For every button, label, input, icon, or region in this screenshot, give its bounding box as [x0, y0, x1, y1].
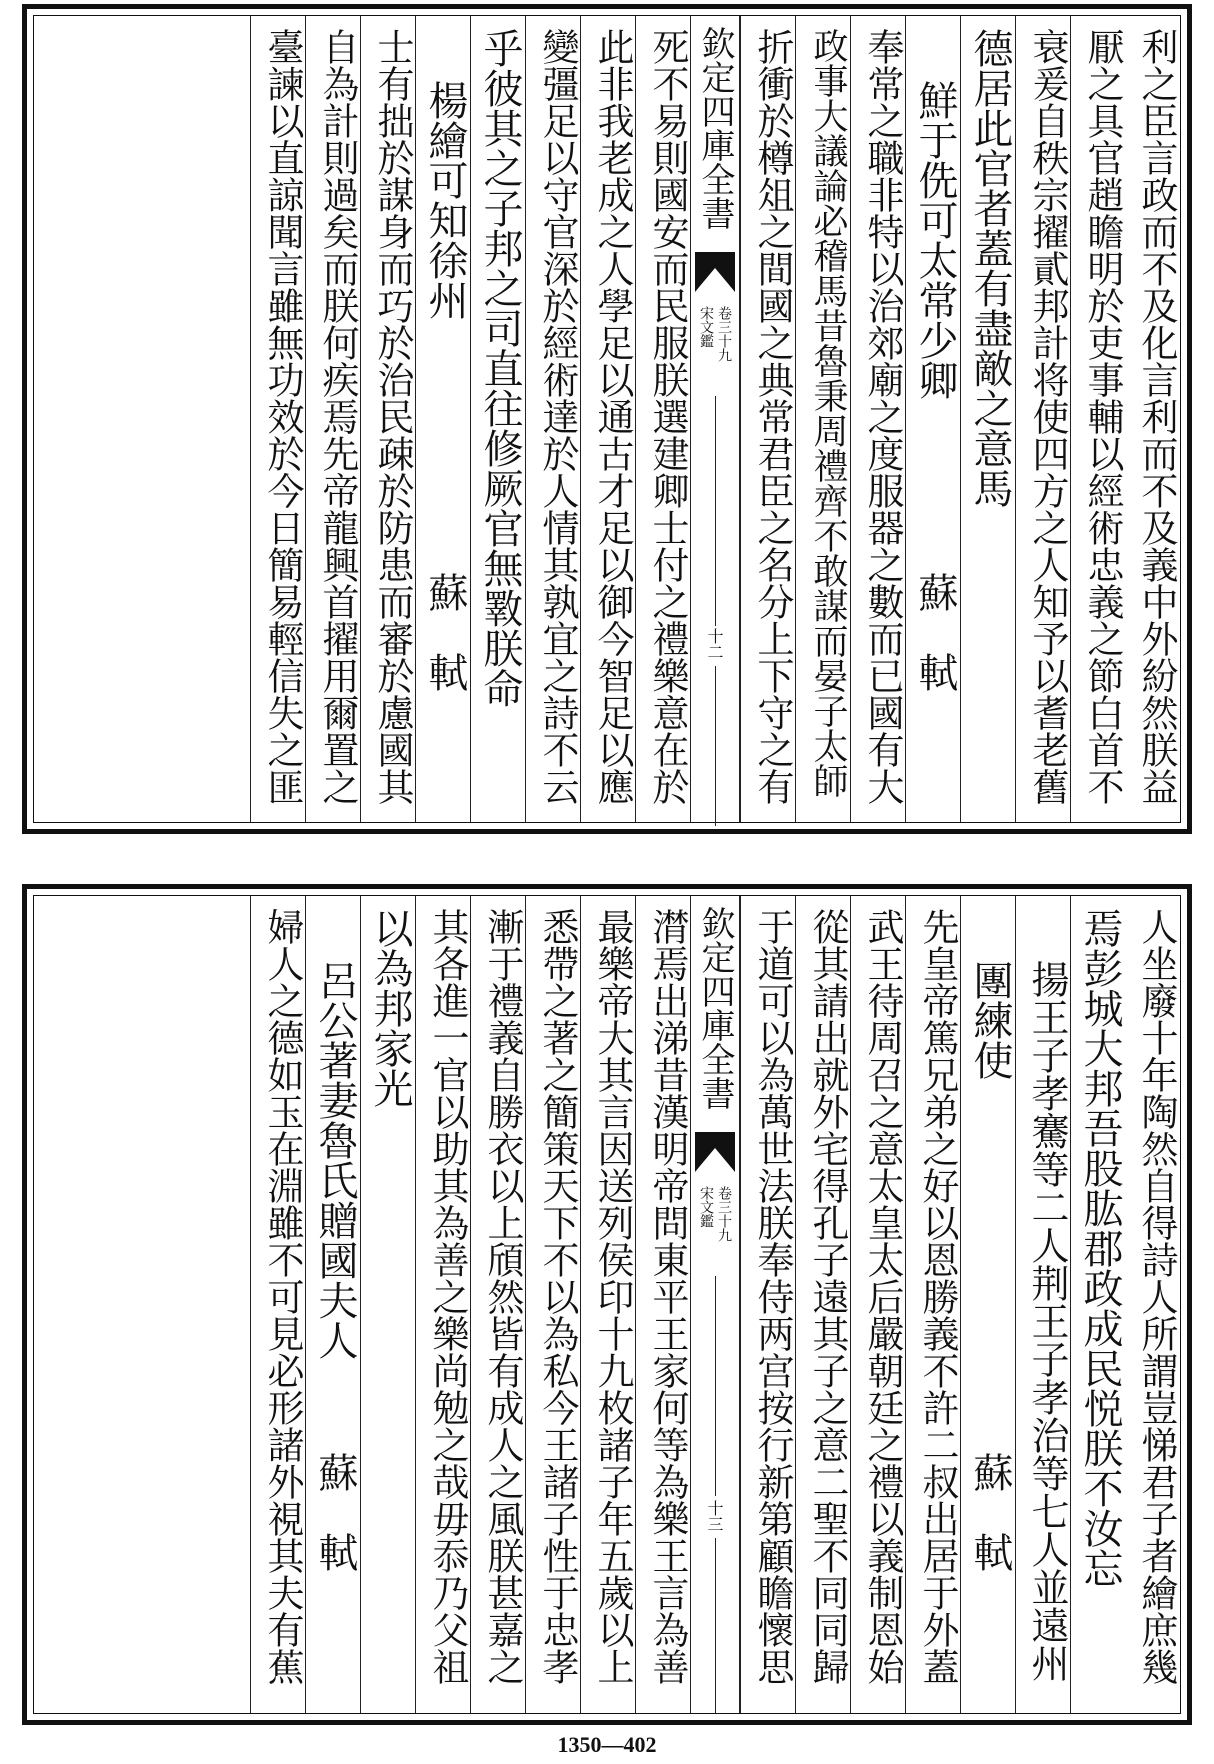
author-signature: 蘇 軾 [912, 572, 958, 692]
column-text: 從其請出就外宅得孔子遠其子之意二聖不同同歸 [806, 908, 849, 1685]
center-fold [690, 896, 740, 1713]
fold-rule [715, 1276, 716, 1496]
text-column [470, 16, 525, 822]
text-column [250, 16, 305, 822]
page-number: 十三 [705, 1500, 724, 1532]
text-column [740, 896, 795, 1713]
text-column [1070, 896, 1125, 1713]
column-text: 潸焉出涕昔漢明帝問東平王家何等為樂王言為善 [646, 908, 689, 1685]
volume-label: 卷三十九 [716, 306, 732, 362]
column-text: 漸于禮義自勝衣以上頎然皆有成人之風朕甚嘉之 [481, 908, 524, 1685]
text-column [470, 896, 525, 1713]
text-column [250, 896, 305, 1713]
text-column [740, 16, 795, 822]
text-column [905, 896, 960, 1713]
column-text: 臺諫以直諒聞言雖無功效於今日簡易輕信失之匪 [261, 28, 304, 805]
column-text: 此非我老成之人學足以通古才足以御今智足以應 [591, 28, 634, 805]
column-text: 武王待周召之意太皇太后嚴朝廷之禮以義制恩始 [861, 908, 904, 1685]
column-text: 德居此官者蓋有盡敵之意馬 [967, 28, 1013, 508]
top-page [22, 4, 1192, 834]
text-column [960, 896, 1015, 1713]
edict-heading: 鮮于侁可太常少卿 [912, 80, 958, 400]
text-column [960, 16, 1015, 822]
text-column [580, 896, 635, 1713]
column-text: 以為邦家光 [367, 908, 413, 1108]
fishtail-mark-icon [695, 252, 735, 292]
center-fold [690, 16, 740, 822]
text-column [360, 16, 415, 822]
author-signature: 蘇 軾 [967, 1452, 1013, 1572]
column-text: 政事大議論必稽馬昔魯秉周禮齊不敢謀而晏子太師 [808, 28, 848, 798]
text-column [905, 16, 960, 822]
text-column [305, 16, 360, 822]
column-text: 最樂帝大其言因送列侯印十九枚諸子年五歲以上 [591, 908, 634, 1685]
fold-rule [715, 1538, 716, 1713]
column-text: 人坐廢十年陶然自得詩人所謂豈悌君子者繪庶幾 [1135, 908, 1178, 1685]
text-column [850, 896, 905, 1713]
text-column [415, 16, 470, 822]
column-text: 厭之具官趙瞻明於吏事輔以經術忠義之節白首不 [1081, 28, 1124, 805]
column-text: 利之臣言政而不及化言利而不及義中外紛然朕益 [1135, 28, 1178, 805]
book-title: 宋文鑑 [698, 1186, 714, 1228]
column-text: 折衝於樽俎之間國之典常君臣之名分上下守之有 [751, 28, 794, 805]
column-text: 衰爰自秩宗擢貳邦計将使四方之人知予以耆老舊 [1026, 28, 1069, 805]
book-title: 宋文鑑 [698, 306, 714, 348]
text-column [1070, 16, 1125, 822]
column-text: 其各進一官以助其為善之樂尚勉之哉毋忝乃父祖 [426, 908, 469, 1685]
column-text: 變彊足以守官深於經術達於人情其孰宜之詩不云 [536, 28, 579, 805]
text-column [1015, 896, 1070, 1713]
text-column [525, 16, 580, 822]
edict-heading: 揚王子孝騫等二人荆王子孝治等七人並遠州 [1025, 960, 1069, 1682]
text-column [635, 16, 690, 822]
edict-heading: 呂公著妻魯氏贈國夫人 [312, 960, 358, 1360]
collection-title: 欽定四庫全書 [695, 26, 735, 230]
text-column [1015, 16, 1070, 822]
text-column [850, 16, 905, 822]
text-column [360, 896, 415, 1713]
page-number: 十二 [705, 628, 724, 660]
fold-rule [715, 396, 716, 626]
column-text: 焉彭城大邦吾股肱郡政成民悦朕不汝忘 [1077, 908, 1123, 1588]
column-text: 奉常之職非特以治郊廟之度服器之數而已國有大 [861, 28, 904, 805]
column-text: 先皇帝篤兄弟之好以恩勝義不許二叔出居于外蓋 [916, 908, 959, 1685]
text-column [795, 896, 850, 1713]
fishtail-mark-icon [695, 1132, 735, 1172]
column-text: 悉帶之著之簡策天下不以為私今王諸子性于忠孝 [536, 908, 579, 1685]
edict-heading: 團練使 [967, 960, 1013, 1080]
column-text: 乎彼其之子邦之司直往修厥官無斁朕命 [477, 28, 523, 708]
text-column [795, 16, 850, 822]
text-column [415, 896, 470, 1713]
column-text: 婦人之德如玉在淵雖不可見必形諸外視其夫有蕉 [261, 908, 304, 1685]
column-text: 死不易則國安而民服朕選建卿士付之禮樂意在於 [646, 28, 689, 805]
author-signature: 蘇 軾 [422, 572, 468, 692]
bottom-page [22, 884, 1192, 1725]
column-text: 士有拙於謀身而巧於治民疎於防患而審於慮國其 [371, 28, 414, 805]
text-column [525, 896, 580, 1713]
edict-heading: 楊繪可知徐州 [422, 80, 468, 320]
text-column [580, 16, 635, 822]
text-column [1125, 896, 1180, 1713]
page-footer-number: 1350—402 [557, 1732, 657, 1757]
fold-rule [715, 666, 716, 826]
volume-label: 卷三十九 [716, 1186, 732, 1242]
top-page-frame [33, 15, 1181, 823]
column-text: 于道可以為萬世法朕奉侍两宫按行新第顧瞻懷思 [751, 908, 794, 1685]
text-column [1125, 16, 1180, 822]
column-text: 自為計則過矣而朕何疾焉先帝龍興首擢用爾置之 [316, 28, 359, 805]
text-column [305, 896, 360, 1713]
author-signature: 蘇 軾 [312, 1452, 358, 1572]
collection-title: 欽定四庫全書 [695, 906, 735, 1110]
text-column [635, 896, 690, 1713]
bottom-page-frame [33, 895, 1181, 1714]
